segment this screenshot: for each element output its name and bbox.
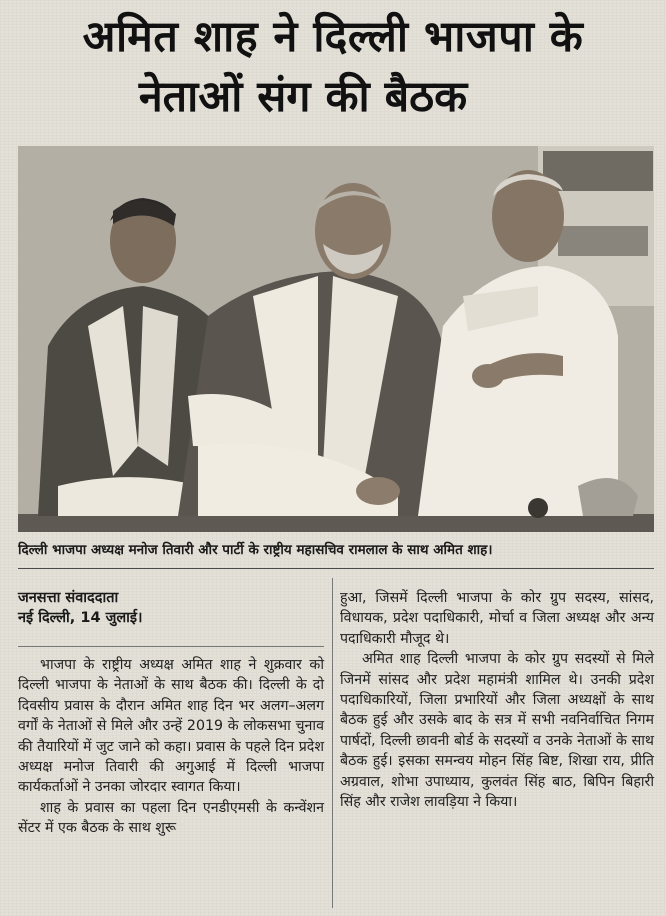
headline: [0, 10, 666, 126]
news-photo: [18, 146, 654, 532]
dateline: नई दिल्ली, 14 जुलाई।: [18, 610, 143, 626]
article-column-right: [340, 588, 654, 812]
photo-caption: दिल्ली भाजपा अध्यक्ष मनोज तिवारी और पार्टी के राष्ट्रीय महासचिव रामलाल के साथ अमित शाह।: [18, 542, 493, 558]
headline-line-2: नेताओं संग की बैठक: [138, 72, 468, 122]
headline-line-1: अमित शाह ने दिल्ली भाजपा के: [82, 12, 584, 62]
article-paragraph: भाजपा के राष्ट्रीय अध्यक्ष अमित शाह ने शुक्रवार को दिल्ली भाजपा के नेताओं के साथ बैठक की। दिल्ली के दो दिवसीय प्रवास के दौरान अमित शाह दिन भर अलग–अलग वर्गों के नेताओं से मिले और उन्हें 2019 के लोकसभा चुनाव की तैयारियों में जुट जाने को कहा। प्रवास के पहले दिन प्रदेश अध्यक्ष मनोज तिवारी की अगुआई में दिल्ली भाजपा कार्यकर्ताओं ने उनका जोरदार स्वागत किया।: [18, 657, 324, 796]
article-paragraph: हुआ, जिसमें दिल्ली भाजपा के कोर ग्रुप सदस्य, सांसद, विधायक, प्रदेश पदाधिकारी, मोर्चा व जिला अध्यक्ष और अन्य पदाधिकारी मौजूद थे।: [340, 590, 654, 647]
article-paragraph: शाह के प्रवास का पहला दिन एनडीएमसी के कन्वेंशन सेंटर में एक बैठक के साथ शुरू: [18, 799, 324, 837]
divider: [18, 568, 654, 569]
reporter: जनसत्ता संवाददाता: [18, 590, 119, 606]
article-paragraph: अमित शाह दिल्ली भाजपा के कोर ग्रुप सदस्यों से मिले जिनमें सांसद और प्रदेश महामंत्री शामिल थे। उनकी प्रदेश पदाधिकारियों, जिला प्रभारियों और जिला अध्यक्षों के साथ बैठक हुई और उसके बाद के सत्र में सभी नवनिर्वाचित निगम पार्षदों, दिल्ली छावनी बोर्ड के सदस्यों व उनके नेताओं के साथ बैठक हुई। इसका समन्वय मोहन सिंह बिष्ट, शिखा राय, प्रीति अग्रवाल, शोभा उपाध्याय, कुलवंत सिंह बाठ, बिपिन बिहारी सिंह और राजेश लावड़िया ने किया।: [340, 651, 654, 811]
article-column-left: [18, 655, 324, 839]
column-divider: [332, 578, 333, 908]
byline: [18, 588, 143, 628]
photo-illustration: [18, 146, 654, 532]
byline-divider: [18, 646, 324, 647]
